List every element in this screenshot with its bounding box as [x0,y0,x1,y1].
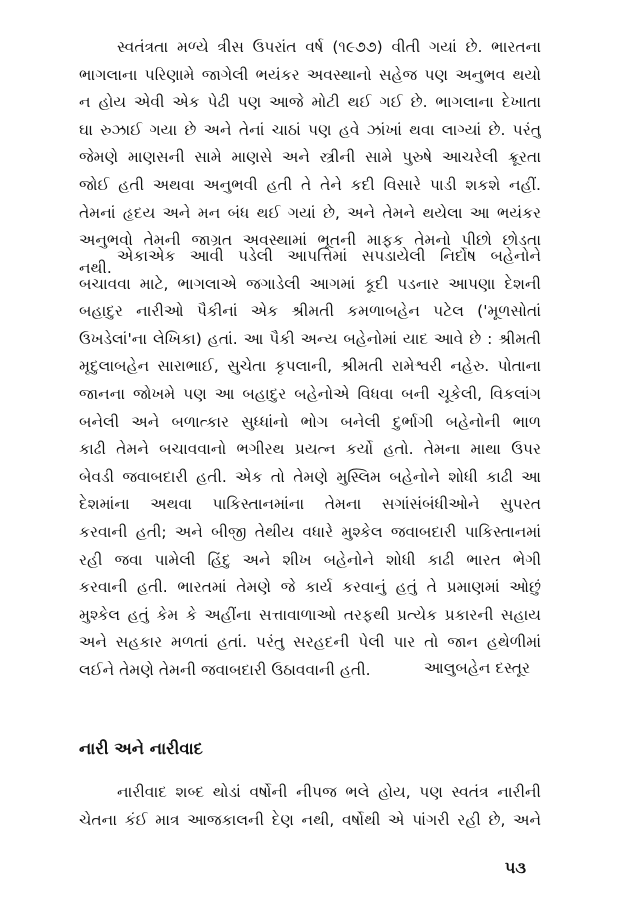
text-line: અને સહકાર મળતાં હતાં. પરંતુ સરહદની પેલી પાર તો જાન હથેળીમાં [79,633,541,652]
text-line: તેમનાં હૃદય અને મન બંધ થઈ ગયાં છે, અને તેમને થયેલા આ ભયંકર [79,203,541,222]
section-heading: નારી અને નારીવાદ [79,739,203,758]
text-line: કરવાની હતી; અને બીજી તેથીય વધારે મુશ્કેલ જવાબદારી પાકિસ્તાનમાં [79,522,541,541]
text-line: ઘા રુઝાઈ ગયા છે અને તેનાં ચાઠાં પણ હવે ઝાંખાં થવા લાગ્યાં છે. પરંતુ [79,120,541,139]
text-line: અનુભવો તેમની જાગ્રત અવસ્થામાં ભૂતની માફક તેમનો પીછો છોડતા [79,231,541,250]
page-number: ૫૩ [504,858,526,877]
text-line: ન હોય એવી એક પેઢી પણ આજે મોટી થઈ ગઈ છે. ભાગલાના દેખાતા [79,93,541,112]
text-line: રહી જવા પામેલી હિંદુ અને શીખ બહેનોને શોધી કાઢી ભારત ભેગી [79,550,541,569]
text-line: નથી. [79,258,112,277]
author-signature: આલુબહેન દસ્તૂર [423,659,530,677]
paragraph-2 [79,243,541,685]
text-line: મુશ્કેલ હતું કેમ કે અહીંના સત્તાવાળાઓ તરફથી પ્રત્યેક પ્રકારની સહાય [79,605,541,624]
text-line: સ્વતંત્રતા મળ્યે ત્રીસ ઉપરાંત વર્ષ (૧૯૭૭) વીતી ગયાં છે. ભારતના [117,38,541,56]
text-line: કરવાની હતી. ભારતમાં તેમણે જે કાર્ય કરવાનું હતું તે પ્રમાણમાં ઓછું [79,578,541,597]
text-line: મૃદુલાબહેન સારાભાઈ, સુચેતા કૃપલાની, શ્રીમતી રામેશ્વરી નહેરુ. પોતાના [79,357,541,376]
text-line: બહાદુર નારીઓ પૈકીનાં એક શ્રીમતી કમળાબહેન પટેલ ('મૂળસોતાં [79,302,541,321]
text-line: ઉખડેલાં'ના લેખિકા) હતાં. આ પૈકી અન્ય બહેનોમાં યાદ આવે છે : શ્રીમતી [79,329,541,348]
text-line: જોઈ હતી અથવા અનુભવી હતી તે તેને કદી વિસારે પાડી શકશે નહીં. [79,175,541,194]
text-line: દેશમાંના અથવા પાકિસ્તાનમાંના તેમના સગાંસંબંધીઓને સુપરત [79,495,541,514]
text-line: કાઢી તેમને બચાવવાનો ભગીરથ પ્રયત્ન કર્યો હતો. તેમના માથા ઉપર [79,440,541,459]
text-line: ચેતના કંઈ માત્ર આજકાલની દેણ નથી, વર્ષોથી એ પાંગરી રહી છે, અને [79,810,541,829]
text-line: નારીવાદ શબ્દ થોડાં વર્ષોની નીપજ ભલે હોય, પણ સ્વતંત્ર નારીની [117,783,541,801]
text-line: જાનના જોખમે પણ આ બહાદુર બહેનોએ વિધવા બની ચૂકેલી, વિકલાંગ [79,384,541,403]
text-line: બેવડી જવાબદારી હતી. એક તો તેમણે મુસ્લિમ બહેનોને શોધી કાઢી આ [79,467,541,486]
paragraph-3 [79,779,541,834]
text-line: જેમણે માણસની સામે માણસે અને સ્ત્રીની સામે પુરુષે આચરેલી ક્રૂરતા [79,148,541,167]
text-line: બચાવવા માટે, ભાગલાએ જગાડેલી આગમાં કૂદી પડનાર આપણા દેશની [79,274,541,293]
text-line: ભાગલાના પરિણામે જાગેલી ભયંકર અવસ્થાનો સહેજ પણ અનુભવ થયો [79,65,541,84]
text-line: લઈને તેમણે તેમની જવાબદારી ઉઠાવવાની હતી. [79,660,371,679]
text-line: એકાએક આવી પડેલી આપત્તિમાં સપડાયેલી નિર્દોષ બહેનોને [117,247,541,265]
text-line: બનેલી અને બળાત્કાર સુધ્ધાંનો ભોગ બનેલી દુર્ભાગી બહેનોની ભાળ [79,412,541,431]
